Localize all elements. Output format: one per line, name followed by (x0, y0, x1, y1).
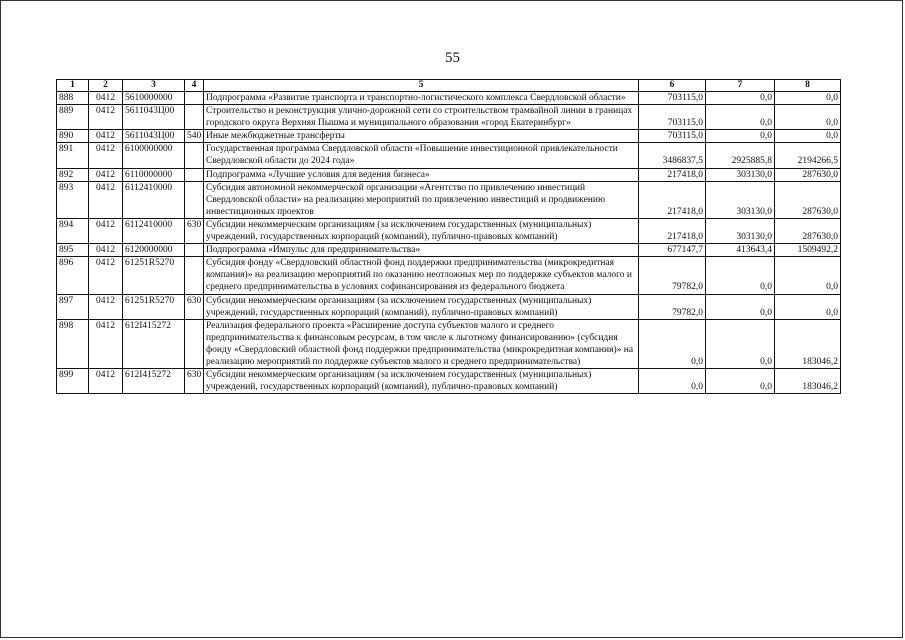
section-code: 0412 (89, 257, 123, 294)
section-code: 0412 (89, 369, 123, 394)
target-code: 612I415272 (123, 369, 185, 394)
target-code: 6110000000 (123, 168, 185, 181)
section-code: 0412 (89, 105, 123, 130)
amount-year-1: 677147,7 (639, 244, 706, 257)
table-row (57, 105, 841, 130)
amount-year-2: 303130,0 (706, 218, 775, 243)
target-code: 5611043Ц00 (123, 105, 185, 130)
table-row (57, 143, 841, 168)
item-name: Иные межбюджетные трансферты (204, 130, 639, 143)
expense-type (185, 319, 204, 368)
amount-year-1: 217418,0 (639, 181, 706, 218)
table-row (57, 369, 841, 394)
section-code: 0412 (89, 294, 123, 319)
amount-year-2: 2925885,8 (706, 143, 775, 168)
header-cell: 2 (89, 80, 123, 92)
amount-year-3: 0,0 (775, 294, 841, 319)
item-name: Субсидия фонду «Свердловский областной фонд поддержки предпринимательства (микрокредитная компания)» на реализацию мероприятий по оказанию неотложных мер по поддержке субъектов малого и среднего предпринимательства в условиях софинансирования из федерального бюджета (204, 257, 639, 294)
amount-year-3: 0,0 (775, 92, 841, 105)
amount-year-1: 3486837,5 (639, 143, 706, 168)
row-number: 895 (57, 244, 89, 257)
amount-year-2: 0,0 (706, 294, 775, 319)
expense-type: 630 (185, 369, 204, 394)
amount-year-2: 303130,0 (706, 181, 775, 218)
amount-year-3: 287630,0 (775, 181, 841, 218)
section-code: 0412 (89, 92, 123, 105)
amount-year-3: 183046,2 (775, 319, 841, 368)
amount-year-3: 0,0 (775, 257, 841, 294)
target-code: 61251R5270 (123, 257, 185, 294)
row-number: 892 (57, 168, 89, 181)
item-name: Государственная программа Свердловской области «Повышение инвестиционной привлекательности Свердловской области до 2024 года» (204, 143, 639, 168)
amount-year-1: 0,0 (639, 319, 706, 368)
expense-type: 630 (185, 218, 204, 243)
amount-year-2: 0,0 (706, 369, 775, 394)
item-name: Субсидии некоммерческим организациям (за исключением государственных (муниципальных) учреждений, государственных корпораций (компаний), публично-правовых компаний) (204, 369, 639, 394)
header-cell: 6 (639, 80, 706, 92)
row-number: 888 (57, 92, 89, 105)
amount-year-3: 287630,0 (775, 168, 841, 181)
header-cell: 7 (706, 80, 775, 92)
item-name: Субсидии некоммерческим организациям (за исключением государственных (муниципальных) учреждений, государственных корпораций (компаний), публично-правовых компаний) (204, 218, 639, 243)
target-code: 6112410000 (123, 218, 185, 243)
item-name: Подпрограмма «Лучшие условия для ведения бизнеса» (204, 168, 639, 181)
amount-year-3: 0,0 (775, 130, 841, 143)
header-cell: 1 (57, 80, 89, 92)
expense-type (185, 143, 204, 168)
amount-year-1: 703115,0 (639, 130, 706, 143)
target-code: 612I415272 (123, 319, 185, 368)
expense-type: 630 (185, 294, 204, 319)
amount-year-1: 79782,0 (639, 257, 706, 294)
expense-type (185, 92, 204, 105)
amount-year-2: 0,0 (706, 319, 775, 368)
header-row (57, 80, 841, 92)
table-row (57, 181, 841, 218)
target-code: 61251R5270 (123, 294, 185, 319)
amount-year-3: 0,0 (775, 105, 841, 130)
target-code: 5611043Ц00 (123, 130, 185, 143)
table-body (57, 92, 841, 394)
table-row (57, 294, 841, 319)
amount-year-2: 0,0 (706, 257, 775, 294)
row-number: 899 (57, 369, 89, 394)
target-code: 5610000000 (123, 92, 185, 105)
item-name: Подпрограмма «Развитие транспорта и транспортно-логистического комплекса Свердловской области» (204, 92, 639, 105)
amount-year-3: 1509492,2 (775, 244, 841, 257)
amount-year-2: 0,0 (706, 92, 775, 105)
amount-year-3: 2194266,5 (775, 143, 841, 168)
section-code: 0412 (89, 319, 123, 368)
amount-year-1: 703115,0 (639, 105, 706, 130)
item-name: Субсидии некоммерческим организациям (за исключением государственных (муниципальных) учреждений, государственных корпораций (компаний), публично-правовых компаний) (204, 294, 639, 319)
row-number: 894 (57, 218, 89, 243)
row-number: 891 (57, 143, 89, 168)
amount-year-3: 287630,0 (775, 218, 841, 243)
expense-type: 540 (185, 130, 204, 143)
budget-table (56, 79, 841, 394)
row-number: 893 (57, 181, 89, 218)
amount-year-2: 303130,0 (706, 168, 775, 181)
table-row (57, 130, 841, 143)
row-number: 898 (57, 319, 89, 368)
expense-type (185, 181, 204, 218)
section-code: 0412 (89, 181, 123, 218)
table-row (57, 257, 841, 294)
amount-year-2: 0,0 (706, 130, 775, 143)
target-code: 6112410000 (123, 181, 185, 218)
table-row (57, 218, 841, 243)
expense-type (185, 257, 204, 294)
target-code: 6120000000 (123, 244, 185, 257)
amount-year-1: 217418,0 (639, 218, 706, 243)
table-row (57, 168, 841, 181)
header-cell: 5 (204, 80, 639, 92)
page-number: 55 (445, 50, 460, 66)
table-row (57, 319, 841, 368)
table-row (57, 92, 841, 105)
section-code: 0412 (89, 130, 123, 143)
item-name: Субсидия автономной некоммерческой организации «Агентство по привлечению инвестиций Свердловской области» на реализацию мероприятий по привлечению инвестиций и продвижению инвестиционных проектов (204, 181, 639, 218)
target-code: 6100000000 (123, 143, 185, 168)
section-code: 0412 (89, 168, 123, 181)
row-number: 896 (57, 257, 89, 294)
header-cell: 3 (123, 80, 185, 92)
table-row (57, 244, 841, 257)
expense-type (185, 168, 204, 181)
header-cell: 4 (185, 80, 204, 92)
item-name: Реализация федерального проекта «Расширение доступа субъектов малого и среднего предпринимательства к финансовым ресурсам, в том числе к льготному финансированию» (субсидия фонду «Свердловский областной фонд поддержки предпринимательства (микрокредитная компания)» на реализацию мероприятий по поддержке субъектов малого и среднего предпринимательства) (204, 319, 639, 368)
amount-year-1: 217418,0 (639, 168, 706, 181)
amount-year-3: 183046,2 (775, 369, 841, 394)
amount-year-1: 703115,0 (639, 92, 706, 105)
amount-year-1: 79782,0 (639, 294, 706, 319)
expense-type (185, 244, 204, 257)
row-number: 889 (57, 105, 89, 130)
item-name: Подпрограмма «Импульс для предпринимательства» (204, 244, 639, 257)
amount-year-2: 413643,4 (706, 244, 775, 257)
amount-year-2: 0,0 (706, 105, 775, 130)
amount-year-1: 0,0 (639, 369, 706, 394)
item-name: Строительство и реконструкция улично-дорожной сети со строительством трамвайной линии в границах городского округа Верхняя Пышма и муниципального образования «город Екатеринбург» (204, 105, 639, 130)
section-code: 0412 (89, 143, 123, 168)
row-number: 897 (57, 294, 89, 319)
row-number: 890 (57, 130, 89, 143)
expense-type (185, 105, 204, 130)
section-code: 0412 (89, 244, 123, 257)
section-code: 0412 (89, 218, 123, 243)
header-cell: 8 (775, 80, 841, 92)
